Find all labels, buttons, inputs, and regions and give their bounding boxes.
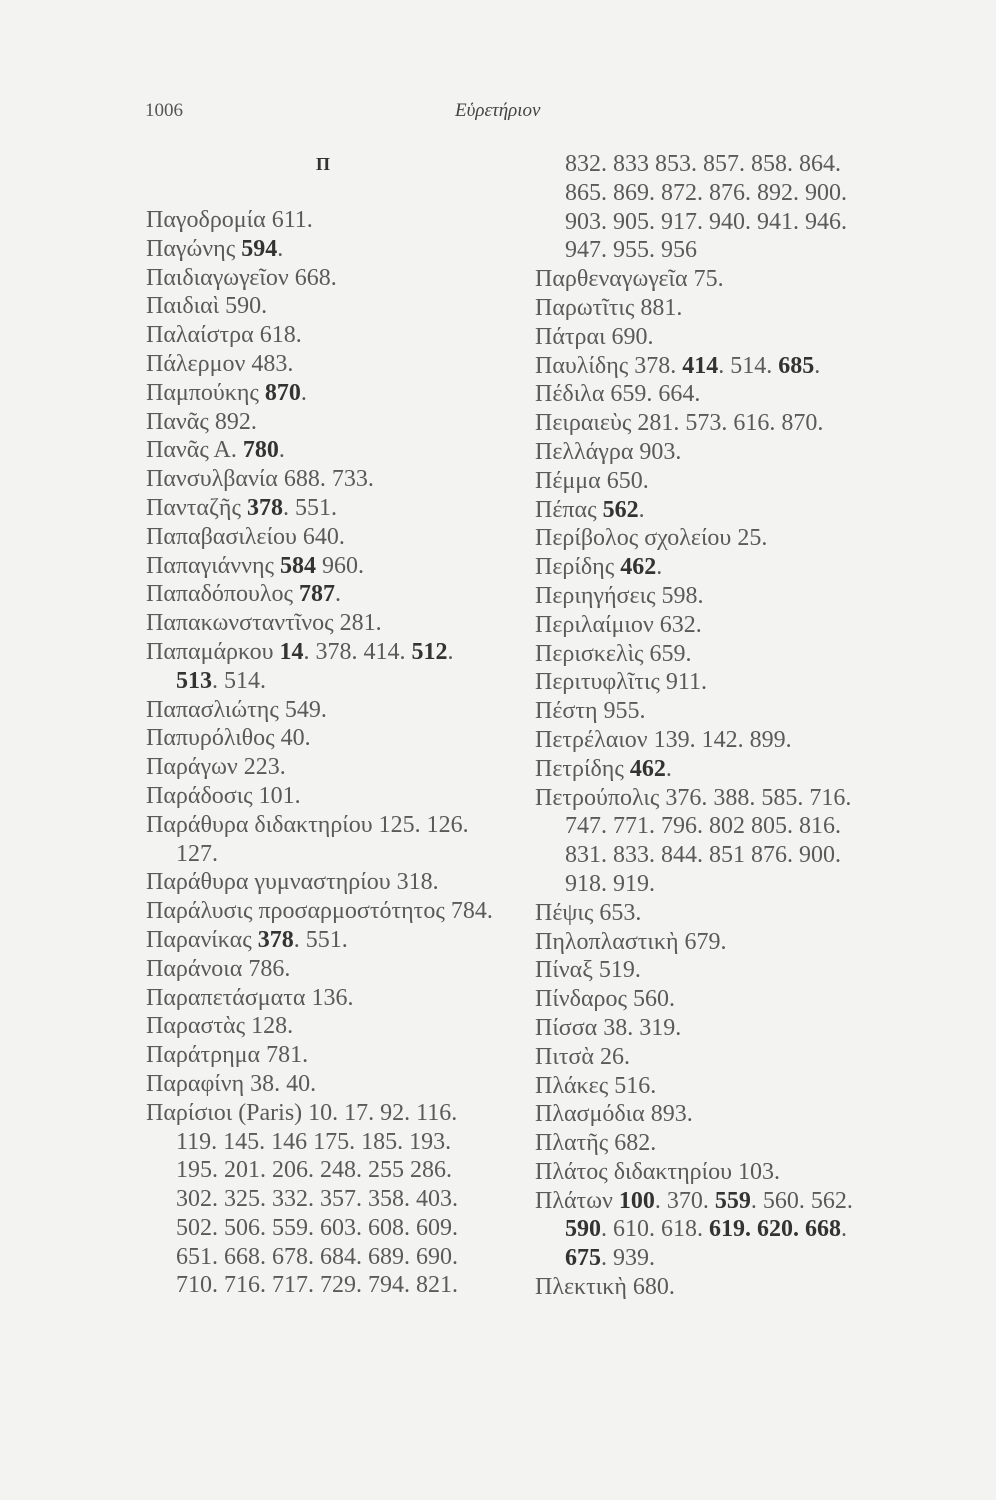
entry-text: . 514. (212, 667, 266, 694)
index-entry (535, 899, 900, 928)
index-entry (535, 1273, 900, 1302)
bold-page-ref: 584 (280, 552, 316, 579)
entry-text: . 551. (293, 926, 348, 953)
entry-text: . (841, 1216, 847, 1243)
bold-page-ref: 559 (714, 1187, 751, 1214)
index-entry (146, 926, 521, 955)
index-entry (535, 294, 900, 323)
section-letter: Π (316, 154, 331, 174)
entry-text: Πέδιλα 659. 664. (535, 381, 701, 408)
entry-text: Παράλυσις προσαρμοστότητος 784. (146, 898, 493, 925)
index-entry (146, 350, 521, 379)
entry-text: Πάλερμον 483. (146, 350, 294, 377)
entry-text: Παράνοια 786. (146, 955, 291, 982)
bold-page-ref: 787 (299, 581, 336, 608)
entry-text: . (335, 581, 342, 608)
entry-text: 831. 833. 844. 851 876. 900. (565, 842, 841, 869)
entry-text: Πίσσα 38. 319. (535, 1014, 682, 1041)
index-entry (146, 811, 521, 840)
index-entry (535, 1129, 900, 1158)
bold-page-ref: 870 (264, 379, 301, 406)
index-entry (146, 408, 521, 437)
entry-text: Παπαδόπουλος (146, 581, 300, 608)
bold-page-ref: 512 (411, 638, 448, 665)
bold-page-ref: 513 (176, 667, 212, 694)
entry-text: 127. (176, 840, 218, 867)
index-entry-continuation (146, 840, 521, 869)
bold-page-ref: 378 (257, 926, 294, 953)
index-entry (535, 553, 900, 582)
index-entry (146, 436, 521, 465)
entry-text: Παγοδρομία 611. (146, 207, 313, 233)
index-entry (535, 1158, 900, 1187)
entry-text: . 560. 562. (750, 1187, 853, 1214)
index-entry (146, 782, 521, 811)
entry-text: Παλαίστρα 618. (146, 322, 302, 349)
entry-text: Πίνδαρος 560. (535, 986, 676, 1013)
index-entry-continuation (535, 208, 900, 237)
index-entry (146, 609, 521, 638)
entry-text: Παράγων 223. (146, 754, 286, 781)
entry-text: 865. 869. 872. 876. 892. 900. (565, 179, 847, 206)
entry-text: . 551. (282, 494, 337, 521)
entry-text: Πιτσὰ 26. (535, 1043, 630, 1070)
index-entry-continuation (146, 667, 521, 696)
entry-text: Παράθυρα γυμναστηρίου 318. (146, 869, 439, 896)
entry-text: Πλάκες 516. (535, 1072, 657, 1099)
index-entry (146, 1041, 521, 1070)
entry-text: 651. 668. 678. 684. 689. 690. (176, 1243, 458, 1270)
entry-text: Πέστη 955. (535, 698, 646, 725)
page-number: 1006 (145, 100, 183, 121)
entry-text: Πλατῆς 682. (535, 1130, 657, 1157)
entry-text: . (665, 755, 672, 782)
index-entry-continuation (535, 236, 900, 265)
entry-text: Παράθυρα διδακτηρίου 125. 126. (146, 811, 469, 838)
bold-page-ref: 685 (778, 352, 815, 379)
index-entry (146, 724, 521, 753)
entry-text: 195. 201. 206. 248. 255 286. (176, 1157, 452, 1184)
entry-text: . (447, 638, 454, 665)
index-entry (146, 235, 521, 264)
entry-text: Πανσυλβανία 688. 733. (146, 466, 374, 493)
bold-page-ref: 780 (242, 437, 279, 464)
entry-text: Παπαγιάννης (146, 552, 280, 579)
index-entry-continuation (535, 841, 900, 870)
index-entry (146, 1012, 521, 1041)
entry-text: Περιηγήσεις 598. (535, 582, 704, 609)
entry-text: Παπακωνσταντῖνος 281. (146, 610, 382, 637)
index-entry-continuation (146, 1185, 521, 1214)
index-entry (535, 582, 900, 611)
left-entries (146, 206, 521, 1300)
index-entry (146, 321, 521, 350)
entry-text: . 939. (601, 1245, 655, 1272)
entry-text: . (814, 352, 821, 379)
index-entry (146, 264, 521, 293)
bold-page-ref: 590 (565, 1216, 601, 1243)
index-entry (146, 494, 521, 523)
entry-text: Παρανίκας (146, 926, 258, 953)
index-entry-continuation (535, 179, 900, 208)
entry-text: 119. 145. 146 175. 185. 193. (176, 1128, 452, 1155)
index-entry (535, 755, 900, 784)
entry-text: Πετρέλαιον 139. 142. 899. (535, 726, 792, 753)
index-entry (146, 523, 521, 552)
bold-page-ref: 462 (620, 554, 657, 581)
index-entry (535, 1187, 900, 1216)
entry-text: Πίναξ 519. (535, 957, 641, 984)
entry-text: Πανᾶς Α. (146, 437, 243, 464)
index-entry (146, 206, 521, 235)
entry-text: Παράδοσις 101. (146, 782, 301, 809)
index-entry (535, 496, 900, 525)
entry-text: Πετρίδης (535, 755, 630, 782)
bold-page-ref: 414 (682, 352, 719, 379)
bold-page-ref: 562 (602, 496, 639, 523)
index-entry (535, 985, 900, 1014)
bold-page-ref: 462 (629, 755, 666, 782)
entry-text: 502. 506. 559. 603. 608. 609. (176, 1214, 458, 1241)
entry-text: Παπαβασιλείου 640. (146, 523, 345, 550)
entry-text: Πηλοπλαστικὴ 679. (535, 928, 727, 955)
index-entry (535, 1100, 900, 1129)
index-entry (535, 640, 900, 669)
entry-text: 710. 716. 717. 729. 794. 821. (176, 1272, 458, 1299)
index-entry (535, 928, 900, 957)
index-entry-continuation (146, 1271, 521, 1300)
index-entry (535, 697, 900, 726)
entry-text: Πλασμόδια 893. (535, 1101, 693, 1128)
entry-text: . 514. (718, 352, 779, 379)
index-entry (146, 897, 521, 926)
bold-page-ref: 619. 620. 668 (709, 1216, 841, 1243)
index-entry (535, 1043, 900, 1072)
entry-text: 832. 833 853. 857. 858. 864. (565, 151, 841, 177)
index-entry (146, 955, 521, 984)
entry-text: . 610. 618. (601, 1216, 709, 1243)
entry-text: . (656, 554, 663, 581)
index-entry (535, 265, 900, 294)
entry-text: Παιδιαὶ 590. (146, 293, 268, 320)
entry-text: Πέμμα 650. (535, 467, 649, 494)
entry-text: 903. 905. 917. 940. 941. 946. (565, 208, 847, 235)
entry-text: Πάτραι 690. (535, 323, 654, 350)
entry-text: . (300, 379, 307, 406)
running-title: Εὑρετήριον (455, 100, 541, 121)
index-entry (535, 409, 900, 438)
entry-text: 302. 325. 332. 357. 358. 403. (176, 1186, 458, 1213)
index-entry (535, 323, 900, 352)
entry-text: Παμπούκης (146, 379, 265, 406)
entry-text: Παγώνης (146, 235, 242, 262)
entry-text: Παπαμάρκου (146, 638, 280, 665)
bold-page-ref: 100 (618, 1187, 655, 1214)
entry-text: 918. 919. (565, 870, 655, 897)
index-entry (535, 1014, 900, 1043)
bold-page-ref: 378 (246, 494, 283, 521)
entry-text: . (638, 496, 645, 523)
index-entry (535, 1072, 900, 1101)
index-entry-continuation (535, 870, 900, 899)
entry-text: Περιτυφλῖτις 911. (535, 669, 708, 696)
index-entry (146, 638, 521, 667)
entry-text: Παπυρόλιθος 40. (146, 725, 311, 752)
index-entry (146, 868, 521, 897)
index-entry (146, 292, 521, 321)
entry-text: Πετρούπολις 376. 388. 585. 716. (535, 784, 852, 811)
entry-text: Περισκελὶς 659. (535, 640, 692, 667)
index-column-left (146, 150, 521, 1300)
entry-text: 960. (316, 552, 364, 579)
entry-text: Παπασλιώτης 549. (146, 696, 327, 723)
entry-text: Περίβολος σχολείου 25. (535, 525, 768, 552)
index-entry (535, 380, 900, 409)
entry-text: Πανταζῆς (146, 494, 247, 521)
index-entry (535, 784, 900, 813)
index-entry-continuation (146, 1128, 521, 1157)
index-entry (146, 552, 521, 581)
entry-text: Παράτρημα 781. (146, 1042, 309, 1069)
entry-text: Παραπετάσματα 136. (146, 984, 354, 1011)
entry-text: Παραστὰς 128. (146, 1013, 294, 1040)
index-entry (146, 753, 521, 782)
entry-text: . 370. (654, 1187, 715, 1214)
entry-text: Παρωτῖτις 881. (535, 294, 683, 321)
index-entry (535, 352, 900, 381)
bold-page-ref: 594 (241, 235, 278, 262)
entry-text: Παρίσιοι (Paris) 10. 17. 92. 116. (146, 1099, 458, 1126)
entry-text: . 378. 414. (303, 638, 412, 665)
right-entries (535, 150, 900, 1302)
entry-text: Παραφίνη 38. 40. (146, 1070, 317, 1097)
entry-text: Πελλάγρα 903. (535, 438, 682, 465)
index-entry (535, 726, 900, 755)
entry-text: Πανᾶς 892. (146, 408, 257, 435)
index-entry (535, 438, 900, 467)
entry-text: . (278, 437, 285, 464)
index-entry-continuation (146, 1214, 521, 1243)
index-entry (535, 956, 900, 985)
entry-text: Παρθεναγωγεῖα 75. (535, 266, 724, 293)
bold-page-ref: 675 (565, 1245, 601, 1272)
index-entry (535, 524, 900, 553)
entry-text: 947. 955. 956 (565, 237, 697, 264)
entry-text: Παιδιαγωγεῖον 668. (146, 264, 337, 291)
entry-text: Πέψις 653. (535, 899, 642, 926)
index-entry-continuation (146, 1243, 521, 1272)
index-entry (146, 465, 521, 494)
index-entry-continuation (535, 1244, 900, 1273)
entry-text: Περιλαίμιον 632. (535, 611, 702, 638)
index-entry (146, 696, 521, 725)
entry-text: 747. 771. 796. 802 805. 816. (565, 813, 841, 840)
index-entry-continuation (535, 1215, 900, 1244)
index-entry (146, 580, 521, 609)
index-entry-continuation (535, 812, 900, 841)
entry-text: Πλάτων (535, 1187, 619, 1214)
entry-text: . (277, 235, 284, 262)
index-entry (535, 467, 900, 496)
index-column-right (535, 150, 900, 1302)
entry-text: Πλάτος διδακτηρίου 103. (535, 1158, 780, 1185)
index-entry (146, 984, 521, 1013)
index-entry (146, 1099, 521, 1128)
entry-text: Πειραιεὺς 281. 573. 616. 870. (535, 410, 824, 437)
entry-text: Πέπας (535, 496, 603, 523)
index-entry (535, 668, 900, 697)
index-entry-continuation (535, 150, 900, 179)
entry-text: Παυλίδης 378. (535, 352, 683, 379)
index-entry (146, 1070, 521, 1099)
bold-page-ref: 14 (279, 638, 304, 665)
index-entry-continuation (146, 1156, 521, 1185)
entry-text: Περίδης (535, 554, 621, 581)
index-entry (535, 611, 900, 640)
entry-text: Πλεκτικὴ 680. (535, 1274, 675, 1301)
index-entry (146, 379, 521, 408)
